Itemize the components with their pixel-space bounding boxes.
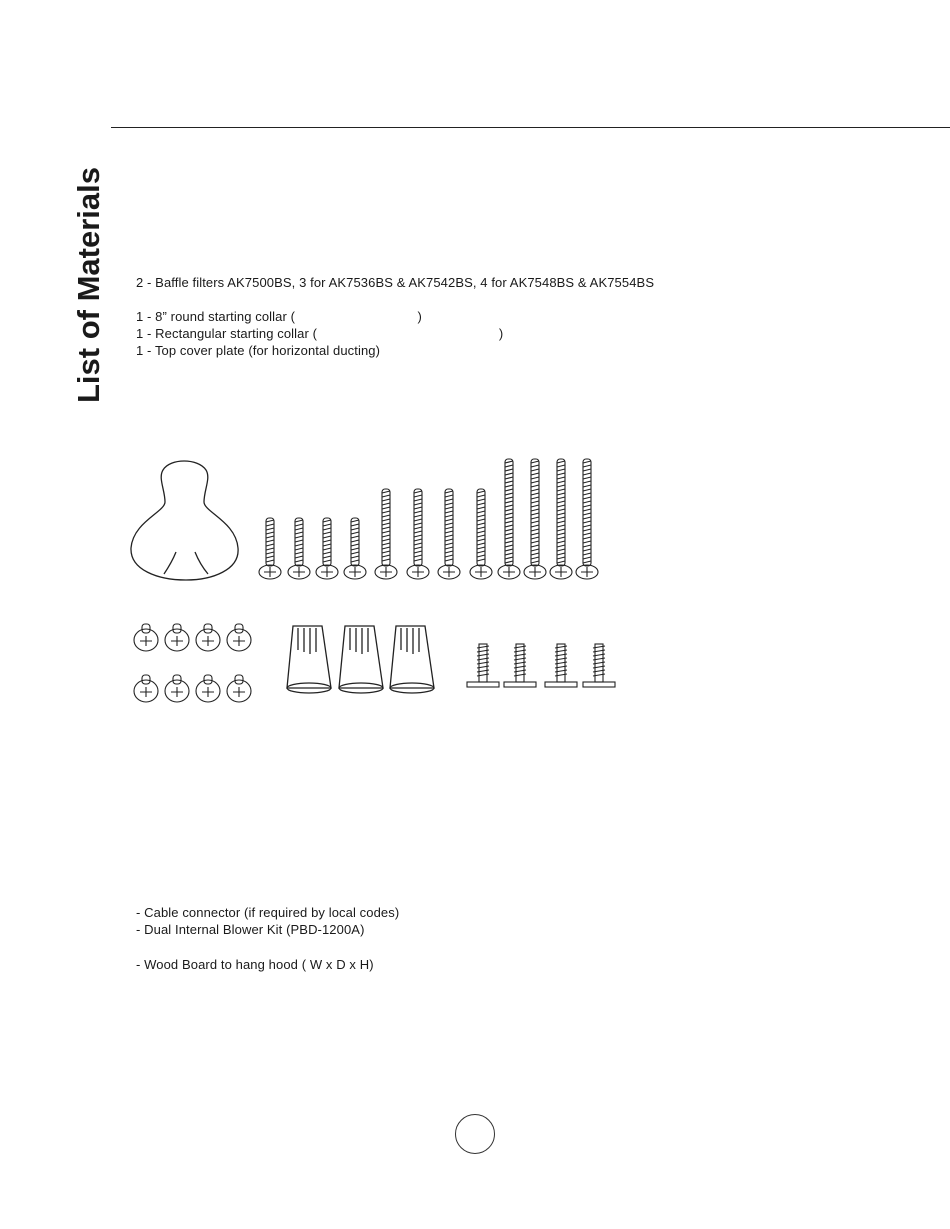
page-title: List of Materials	[71, 167, 106, 403]
screw-icon	[470, 489, 492, 579]
wood-board-line: - Wood Board to hang hood ( W x D x H)	[136, 957, 374, 972]
blower-kit-line: - Dual Internal Blower Kit (PBD-1200A)	[136, 922, 365, 937]
cable-connector-line: - Cable connector (if required by local codes)	[136, 905, 400, 920]
round-collar-line: 1 - 8” round starting collar ( )	[136, 309, 422, 324]
wire-nut-icon	[390, 626, 434, 693]
screw-icon	[524, 459, 546, 579]
flat-head-screw-icon	[134, 675, 158, 702]
screw-icon	[316, 518, 338, 579]
bolt-icon	[504, 644, 536, 687]
wire-nut-icon	[287, 626, 331, 693]
flat-head-screw-icon	[165, 624, 189, 651]
bolts-group	[467, 644, 615, 687]
top-plate-line: 1 - Top cover plate (for horizontal ducting)	[136, 343, 381, 358]
bolt-icon	[583, 644, 615, 687]
wood-screws-group	[259, 459, 598, 579]
knob-icon	[131, 461, 238, 580]
page-number-circle	[455, 1114, 495, 1154]
screw-icon	[259, 518, 281, 579]
screw-icon	[375, 489, 397, 579]
screw-icon	[344, 518, 366, 579]
rect-collar-line: 1 - Rectangular starting collar ( )	[136, 326, 504, 341]
flat-head-screw-icon	[196, 675, 220, 702]
screw-icon	[407, 489, 429, 579]
flat-head-screw-icon	[134, 624, 158, 651]
filters-line: 2 - Baffle filters AK7500BS, 3 for AK7536BS & AK7542BS, 4 for AK7548BS & AK7554BS	[136, 275, 655, 290]
small-screws-group	[134, 624, 251, 702]
screw-icon	[576, 459, 598, 579]
bolt-icon	[467, 644, 499, 687]
wire-nut-icon	[339, 626, 383, 693]
screw-icon	[288, 518, 310, 579]
screw-icon	[438, 489, 460, 579]
bolt-icon	[545, 644, 577, 687]
flat-head-screw-icon	[227, 624, 251, 651]
flat-head-screw-icon	[227, 675, 251, 702]
flat-head-screw-icon	[196, 624, 220, 651]
flat-head-screw-icon	[165, 675, 189, 702]
screw-icon	[498, 459, 520, 579]
screw-icon	[550, 459, 572, 579]
